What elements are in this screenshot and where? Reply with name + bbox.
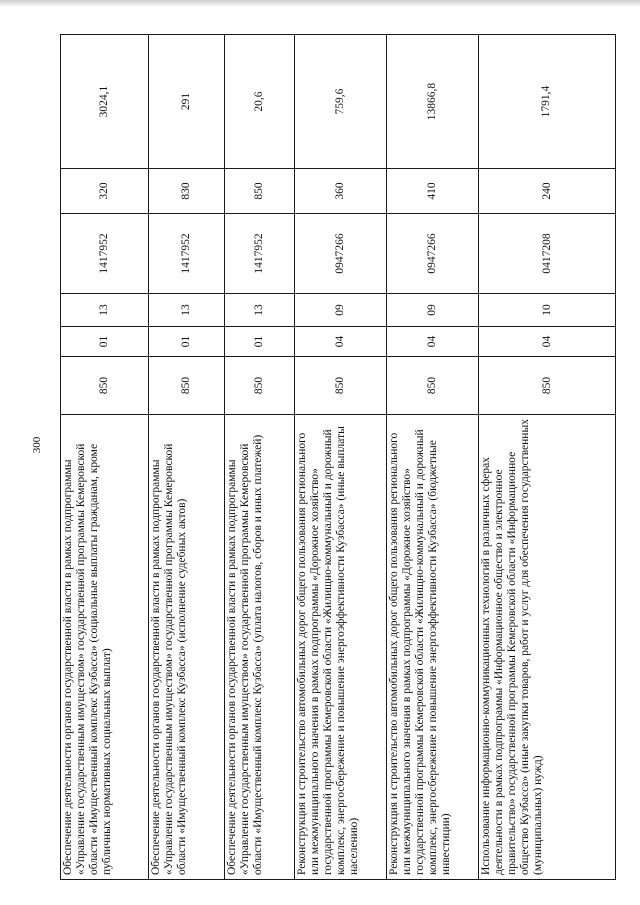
scan-edge: [0, 0, 640, 6]
razdel-code: 01: [225, 327, 295, 357]
expense-type-code: 410: [387, 169, 479, 214]
expense-type-code: 360: [295, 169, 387, 214]
razdel-code: 04: [295, 327, 387, 357]
grbs-code: 850: [387, 357, 479, 415]
amount-value: 20,6: [225, 35, 295, 169]
budget-table: [60, 34, 616, 880]
row-description: Реконструкция и строительство автомобильных дорог общего пользования регионального или межмуниципального значения в рамках подпрограммы «Дорожное хозяйство» государственной программы Кемеровской области «Жилищно-коммунальный и дорожный комплекс, энергосбережение и повышение энергоэффективности Кузбасса» (бюджетные инвестиции): [387, 415, 479, 880]
row-description: Обеспечение деятельности органов государственной власти в рамках подпрограммы «Управление государственным имуществом» государственной программы Кемеровской области «Имущественный комплекс Кузбасса» (исполнение судебных актов): [149, 415, 225, 880]
podrazdel-code: 09: [295, 294, 387, 327]
razdel-code: 04: [479, 327, 616, 357]
grbs-code: 850: [295, 357, 387, 415]
amount-value: 759,6: [295, 35, 387, 169]
rotated-table-wrapper: [60, 35, 615, 880]
razdel-code: 01: [61, 327, 149, 357]
table-row: [479, 35, 616, 880]
expense-type-code: 240: [479, 169, 616, 214]
expense-type-code: 320: [61, 169, 149, 214]
amount-value: 13866,8: [387, 35, 479, 169]
razdel-code: 01: [149, 327, 225, 357]
target-article-code: 0947266: [295, 214, 387, 294]
target-article-code: 0947266: [387, 214, 479, 294]
expense-type-code: 850: [225, 169, 295, 214]
amount-value: 291: [149, 35, 225, 169]
budget-table-sheet: [60, 35, 615, 880]
podrazdel-code: 13: [225, 294, 295, 327]
target-article-code: 1417952: [149, 214, 225, 294]
table-row: [225, 35, 295, 880]
grbs-code: 850: [61, 357, 149, 415]
target-article-code: 0417208: [479, 214, 616, 294]
razdel-code: 04: [387, 327, 479, 357]
podrazdel-code: 13: [149, 294, 225, 327]
row-description: Обеспечение деятельности органов государственной власти в рамках подпрограммы «Управление государственным имуществом» государственной программы Кемеровской области «Имущественный комплекс Кузбасса» (уплата налогов, сборов и иных платежей): [225, 415, 295, 880]
podrazdel-code: 10: [479, 294, 616, 327]
amount-value: 3024,1: [61, 35, 149, 169]
table-row: [149, 35, 225, 880]
grbs-code: 850: [479, 357, 616, 415]
row-description: Реконструкция и строительство автомобильных дорог общего пользования регионального или межмуниципального значения в рамках подпрограммы «Дорожное хозяйство» государственной программы Кемеровской области «Жилищно-коммунальный и дорожный комплекс, энергосбережение и повышение энергоэффективности Кузбасса» (иные выплаты населению): [295, 415, 387, 880]
amount-value: 1791,4: [479, 35, 616, 169]
grbs-code: 850: [225, 357, 295, 415]
table-row: [295, 35, 387, 880]
row-description: Использование информационно-коммуникационных технологий в различных сферах деятельности в рамках подпрограммы «Информационное общество и электронное правительство» государственной программы Кемеровской области «Информационное общество Кузбасса» (иные закупки товаров, работ и услуг для обеспечения государственных (муниципальных) нужд): [479, 415, 616, 880]
table-row: [387, 35, 479, 880]
podrazdel-code: 13: [61, 294, 149, 327]
expense-type-code: 830: [149, 169, 225, 214]
target-article-code: 1417952: [61, 214, 149, 294]
grbs-code: 850: [149, 357, 225, 415]
target-article-code: 1417952: [225, 214, 295, 294]
table-row: [61, 35, 149, 880]
page-number: 300: [31, 436, 43, 454]
podrazdel-code: 09: [387, 294, 479, 327]
row-description: Обеспечение деятельности органов государственной власти в рамках подпрограммы «Управление государственным имуществом» государственной программы Кемеровской области «Имущественный комплекс Кузбасса» (социальные выплаты гражданам, кроме публичных нормативных социальных выплат): [61, 415, 149, 880]
